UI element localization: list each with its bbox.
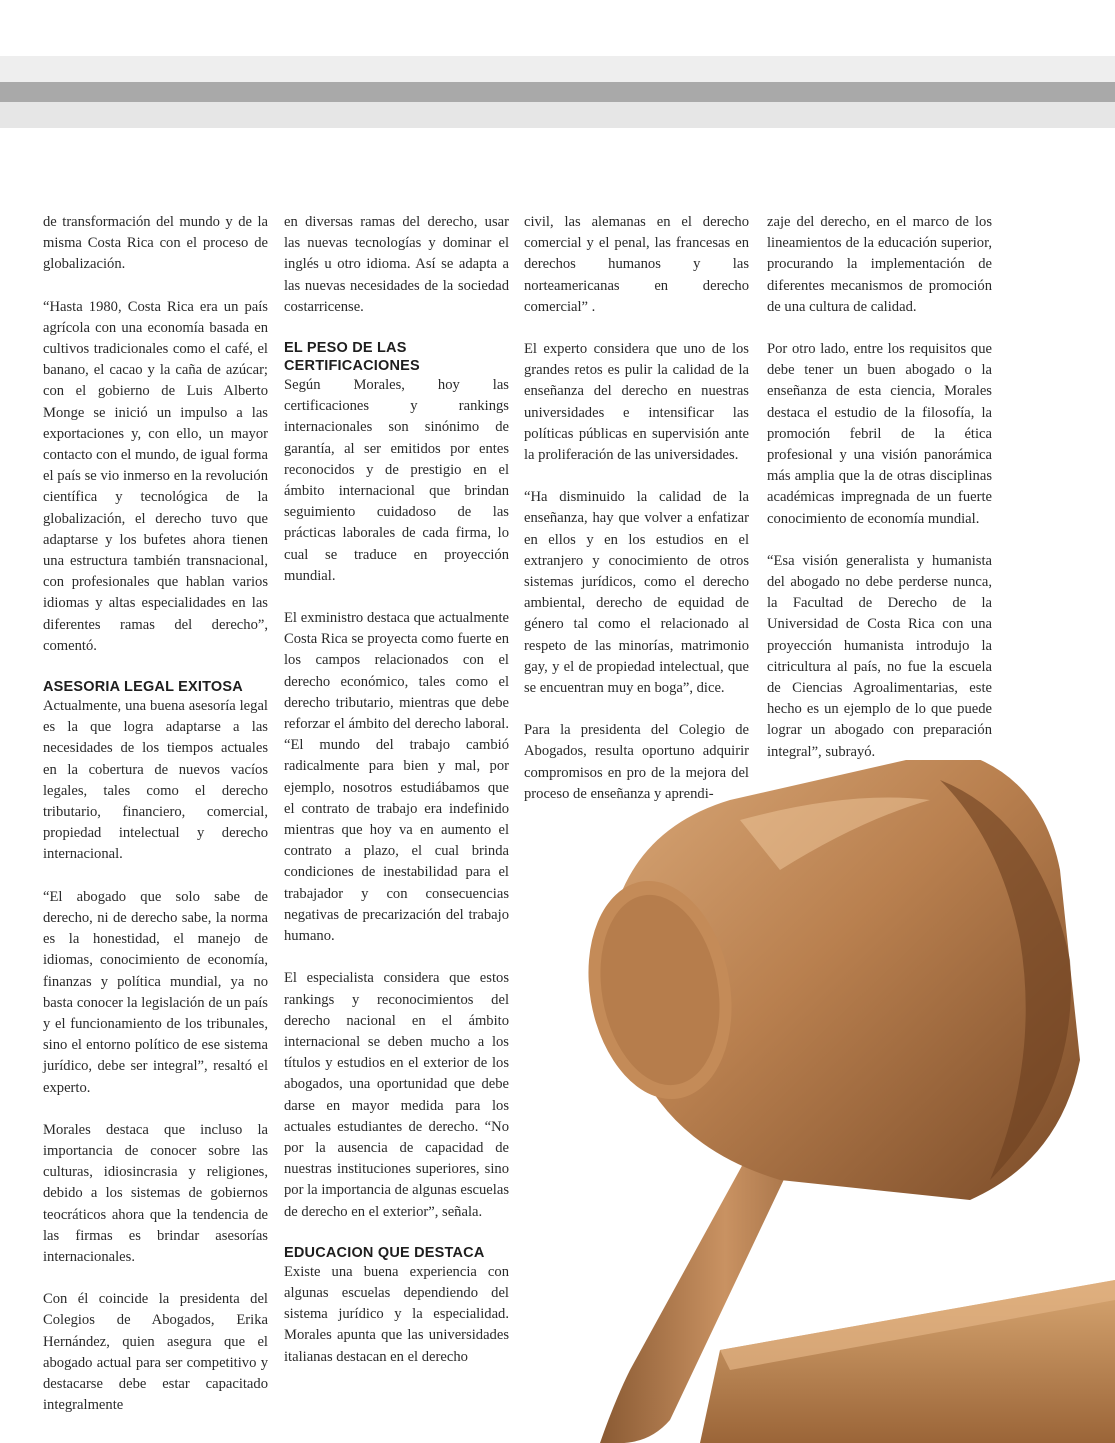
gavel-image: [520, 760, 1115, 1443]
section-heading: EL PESO DE LAS CERTIFICACIONES: [284, 340, 420, 375]
paragraph: “El abogado que solo sabe de derecho, ni de derecho sabe, la norma es la honestidad, el manejo de idiomas, conocimiento de economía, finanzas y política mundial, ya no basta conocer la legislación de un país y el funcionamiento de los tribunales, sino el entorno político de ese sistema jurídico, debe ser integral”, resaltó el experto.: [43, 888, 268, 1096]
paragraph: Para la presidenta del Colegio de Abogados, resulta oportuno adquirir compromisos en pro de la mejora del proceso de enseñanza y aprendi-: [524, 722, 749, 802]
paragraph: civil, las alemanas en el derecho comercial y el penal, las francesas en derechos humanos y las norteamericanas en derecho comercial” .: [524, 214, 749, 315]
paragraph: “Ha disminuido la calidad de la enseñanza, hay que volver a enfatizar en ellos y en los estudios en el extranjero y conocimiento de otros sistemas jurídicos, como el derecho ambiental, derecho de equidad de género tal como el relacionado al respeto de las minorías, matrimonio gay, y el de propiedad intelectual, que se encuentran muy en boga”, dice.: [524, 489, 749, 697]
paragraph: zaje del derecho, en el marco de los lineamientos de la educación superior, procurando la implementación de diferentes mecanismos de promoción de una cultura de calidad.: [767, 214, 992, 315]
header-band-light: [0, 56, 1115, 82]
article-column-1: [43, 212, 268, 1437]
paragraph: “Hasta 1980, Costa Rica era un país agrícola con una economía basada en cultivos tradicionales como el café, el banano, el cacao y la caña de azúcar; con el gobierno de Luis Alberto Monge se inició un impulso a las exportaciones y, con ello, un mayor contacto con el mundo, de igual forma el país se vio inmerso en la revolución científica y tecnológica de la globalización, el derecho tuvo que adaptarse y los bufetes ahora tienen una estructura también transnacional, con profesionales que hablan varios idiomas y altas especialidades en las diferentes ramas del derecho”, comentó.: [43, 298, 268, 654]
paragraph: El experto considera que uno de los grandes retos es pulir la calidad de la enseñanza del derecho en nuestras universidades e intensificar las políticas públicas en supervisión ante la proliferación de las universidades.: [524, 341, 749, 464]
paragraph: El exministro destaca que actualmente Costa Rica se proyecta como fuerte en los campos relacionados con el derecho económico, tales como el derecho tributario, mientras que debe reforzar el ámbito del derecho laboral. “El mundo del trabajo cambió radicalmente para bien y mal, por ejemplo, nosotros estudiábamos que el contrato de trabajo era indefinido mientras que hoy va en aumento el contrato a plazo, el cual brinda condiciones de inestabilidad para el trabajador y con consecuencias negativas de precarización del trabajo humano.: [284, 610, 509, 945]
paragraph: Morales destaca que incluso la importancia de conocer sobre las culturas, idiosincrasia y religiones, debido a los sistemas de gobiernos teocráticos ahora que la tendencia de las firmas es brindar asesorías internacionales.: [43, 1121, 268, 1265]
paragraph: Según Morales, hoy las certificaciones y rankings internacionales son sinónimo de garantía, al ser emitidos por entes reconocidos y de prestigio en el ámbito internacional que brindan seguimiento cuidadoso de las prácticas laborales de cada firma, lo cual se traduce en proyección mundial.: [284, 377, 509, 584]
section-heading: ASESORIA LEGAL EXITOSA: [43, 679, 243, 696]
paragraph: Actualmente, una buena asesoría legal es la que logra adaptarse a las necesidades de los tiempos actuales en la cobertura de nuevos vacíos legales, tales como el derecho tributario, financiero, comercial, propiedad intelectual y derecho internacional.: [43, 698, 268, 863]
article-column-3: [524, 212, 749, 826]
paragraph: Existe una buena experiencia con algunas escuelas dependiendo del sistema jurídico y la especialidad. Morales apunta que las universidades italianas destacan en el derecho: [284, 1263, 509, 1365]
paragraph: de transformación del mundo y de la misma Costa Rica con el proceso de globalización.: [43, 214, 268, 273]
paragraph: “Esa visión generalista y humanista del abogado no debe perderse nunca, la Facultad de Derecho de la Universidad de Costa Rica con una proyección humanista introdujo la citricultura al país, no fue la escuela de Ciencias Agroalimentarias, este hecho es un ejemplo de lo que puede lograr un abogado con preparación integral”, subrayó.: [767, 552, 992, 760]
paragraph: El especialista considera que estos rankings y reconocimientos del derecho nacional en el ámbito internacional se deben mucho a los títulos y estudios en el exterior de los abogados, una oportunidad que debe darse en mayor medida para los actuales estudiantes de derecho. “No por la ausencia de capacidad de nuestras instituciones superiores, sino por la importancia de algunas escuelas de derecho en el exterior”, señala.: [284, 970, 509, 1220]
section-heading: EDUCACION QUE DESTACA: [284, 1244, 485, 1261]
article-column-4: [767, 212, 992, 784]
article-column-2: [284, 212, 509, 1389]
paragraph: Por otro lado, entre los requisitos que debe tener un buen abogado o la enseñanza de esta ciencia, Morales destaca el estudio de la filosofía, la promoción febril de la ética profesional y una visión panorámica más amplia que la de otras disciplinas académicas impregnada de un fuerte conocimiento de economía mundial.: [767, 341, 992, 527]
header-band-light-lower: [0, 102, 1115, 128]
paragraph: Con él coincide la presidenta del Colegios de Abogados, Erika Hernández, quien asegura que el abogado actual para ser competitivo y destacarse debe estar capacitado integralmente: [43, 1291, 268, 1414]
header-band-dark: [0, 82, 1115, 102]
paragraph: en diversas ramas del derecho, usar las nuevas tecnologías y dominar el inglés u otro idioma. Así se adapta a las nuevas necesidades de la sociedad costarricense.: [284, 214, 509, 315]
